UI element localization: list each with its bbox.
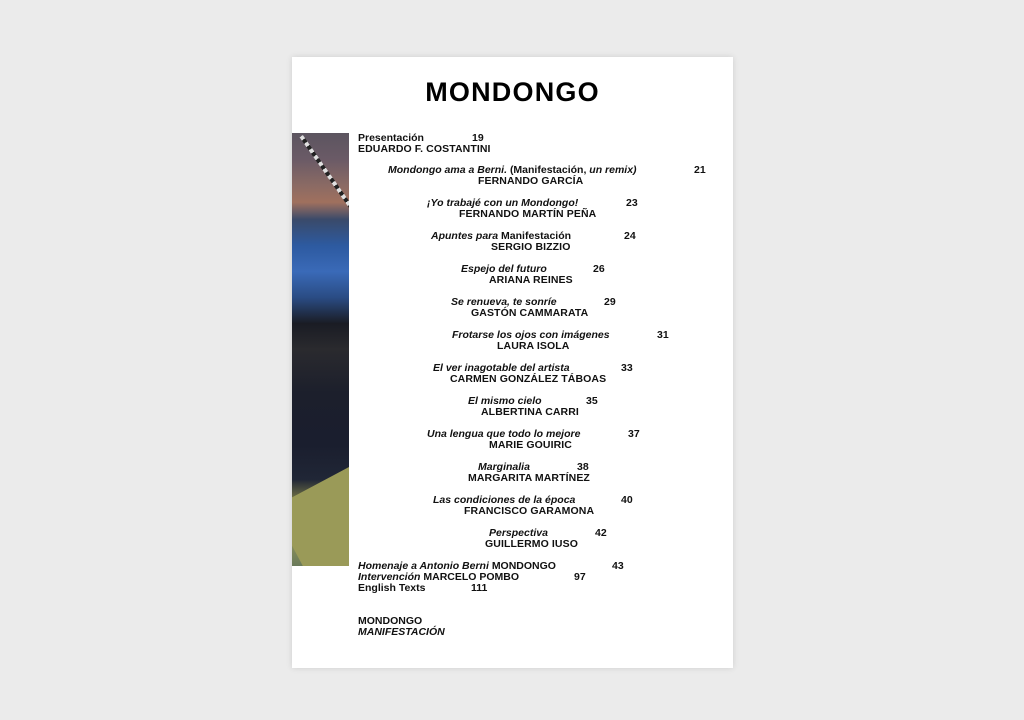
- footer-line-1: MONDONGO: [358, 615, 423, 627]
- toc-closing-page: 43: [612, 560, 624, 572]
- toc-entry-page: 35: [586, 395, 598, 407]
- toc-entry-page: 21: [694, 164, 706, 176]
- toc-entry-author: MARGARITA MARTÍNEZ: [468, 472, 590, 484]
- toc-entry-title: Se renueva, te sonríe: [451, 296, 557, 308]
- artwork-stitch-detail: [300, 135, 349, 211]
- toc-entry-author: FRANCISCO GARAMONA: [464, 505, 595, 517]
- toc-entry-title: Frotarse los ojos con imágenes: [452, 329, 610, 341]
- artwork-yellow-area: [292, 452, 349, 566]
- toc-entry-title-italic: un remix): [589, 164, 637, 176]
- toc-closing-page: 111: [471, 582, 488, 594]
- toc-entry-title: El mismo cielo: [468, 395, 542, 407]
- toc-entry: [431, 230, 636, 253]
- toc-entry: [427, 428, 640, 451]
- toc-entry-title-upright: Manifestación: [501, 230, 572, 242]
- toc-entry-page: 40: [621, 494, 633, 506]
- toc-entry-title: Las condiciones de la época: [433, 494, 576, 506]
- toc-entry: [433, 494, 633, 517]
- toc-entry-author: CARMEN GONZÁLEZ TÁBOAS: [450, 373, 607, 385]
- document-page: [292, 57, 733, 668]
- toc-entry-author: ARIANA REINES: [489, 274, 573, 286]
- toc-closing: [358, 560, 624, 594]
- toc-entry-page: 42: [595, 527, 607, 539]
- toc-entry: [427, 197, 638, 220]
- toc-intro-page: 19: [472, 132, 484, 144]
- toc-entry-title-upright: (Manifestación,: [509, 164, 587, 176]
- toc-entry-page: 26: [593, 263, 605, 275]
- toc-closing-title: Intervención: [358, 571, 421, 583]
- toc-entry-title: Espejo del futuro: [461, 263, 547, 275]
- toc-entry: [468, 395, 598, 418]
- artwork-image-strip: [292, 133, 349, 566]
- toc-closing-page: 97: [574, 571, 586, 583]
- toc-entry: [451, 296, 616, 319]
- toc-entry-author: SERGIO BIZZIO: [491, 241, 571, 253]
- toc-intro-author: EDUARDO F. COSTANTINI: [358, 143, 491, 155]
- toc-entry-title: El ver inagotable del artista: [433, 362, 570, 374]
- footer-line-2: MANIFESTACIÓN: [358, 626, 445, 638]
- toc-entry-title: Una lengua que todo lo mejore: [427, 428, 581, 440]
- toc-entry: [433, 362, 633, 385]
- toc-entry-author: ALBERTINA CARRI: [481, 406, 579, 418]
- toc-entry-page: 23: [626, 197, 638, 209]
- page-footer: [358, 616, 445, 638]
- toc-entry-page: 31: [657, 329, 669, 341]
- toc-entry-title: ¡Yo trabajé con un Mondongo!: [427, 197, 579, 209]
- toc-entry-page: 38: [577, 461, 589, 473]
- toc-entry-title: Perspectiva: [489, 527, 548, 539]
- toc-closing-title: English Texts: [358, 582, 426, 594]
- toc-entry: [485, 527, 607, 550]
- toc-entry-title: Mondongo ama a Berni.: [388, 164, 508, 176]
- toc-entry-author: GUILLERMO IUSO: [485, 538, 578, 550]
- toc-entry-page: 37: [628, 428, 640, 440]
- toc-entry-author: FERNANDO GARCÍA: [478, 175, 584, 187]
- toc-entry-page: 33: [621, 362, 633, 374]
- toc-closing-author: MONDONGO: [491, 560, 556, 572]
- toc-entry: [468, 461, 590, 484]
- toc-entry: [461, 263, 605, 286]
- toc-entry-author: FERNANDO MARTÍN PEÑA: [459, 208, 597, 220]
- toc-entry-author: GASTÓN CAMMARATA: [471, 307, 589, 319]
- toc-closing-author: MARCELO POMBO: [423, 571, 520, 583]
- toc-intro-label: Presentación: [358, 132, 424, 144]
- toc-entry-author: LAURA ISOLA: [497, 340, 570, 352]
- toc-intro: [358, 133, 498, 155]
- toc-entry: [388, 165, 718, 187]
- toc-entry-page: 29: [604, 296, 616, 308]
- toc-entry-title: Apuntes para: [431, 230, 499, 242]
- toc-entry-page: 24: [624, 230, 636, 242]
- toc-entry: [452, 329, 669, 352]
- toc-closing-title: Homenaje a Antonio Berni: [358, 560, 489, 572]
- page-title: MONDONGO: [425, 77, 600, 107]
- toc-entry-title: Marginalia: [478, 461, 530, 473]
- toc-entry-author: MARIE GOUIRIC: [489, 439, 572, 451]
